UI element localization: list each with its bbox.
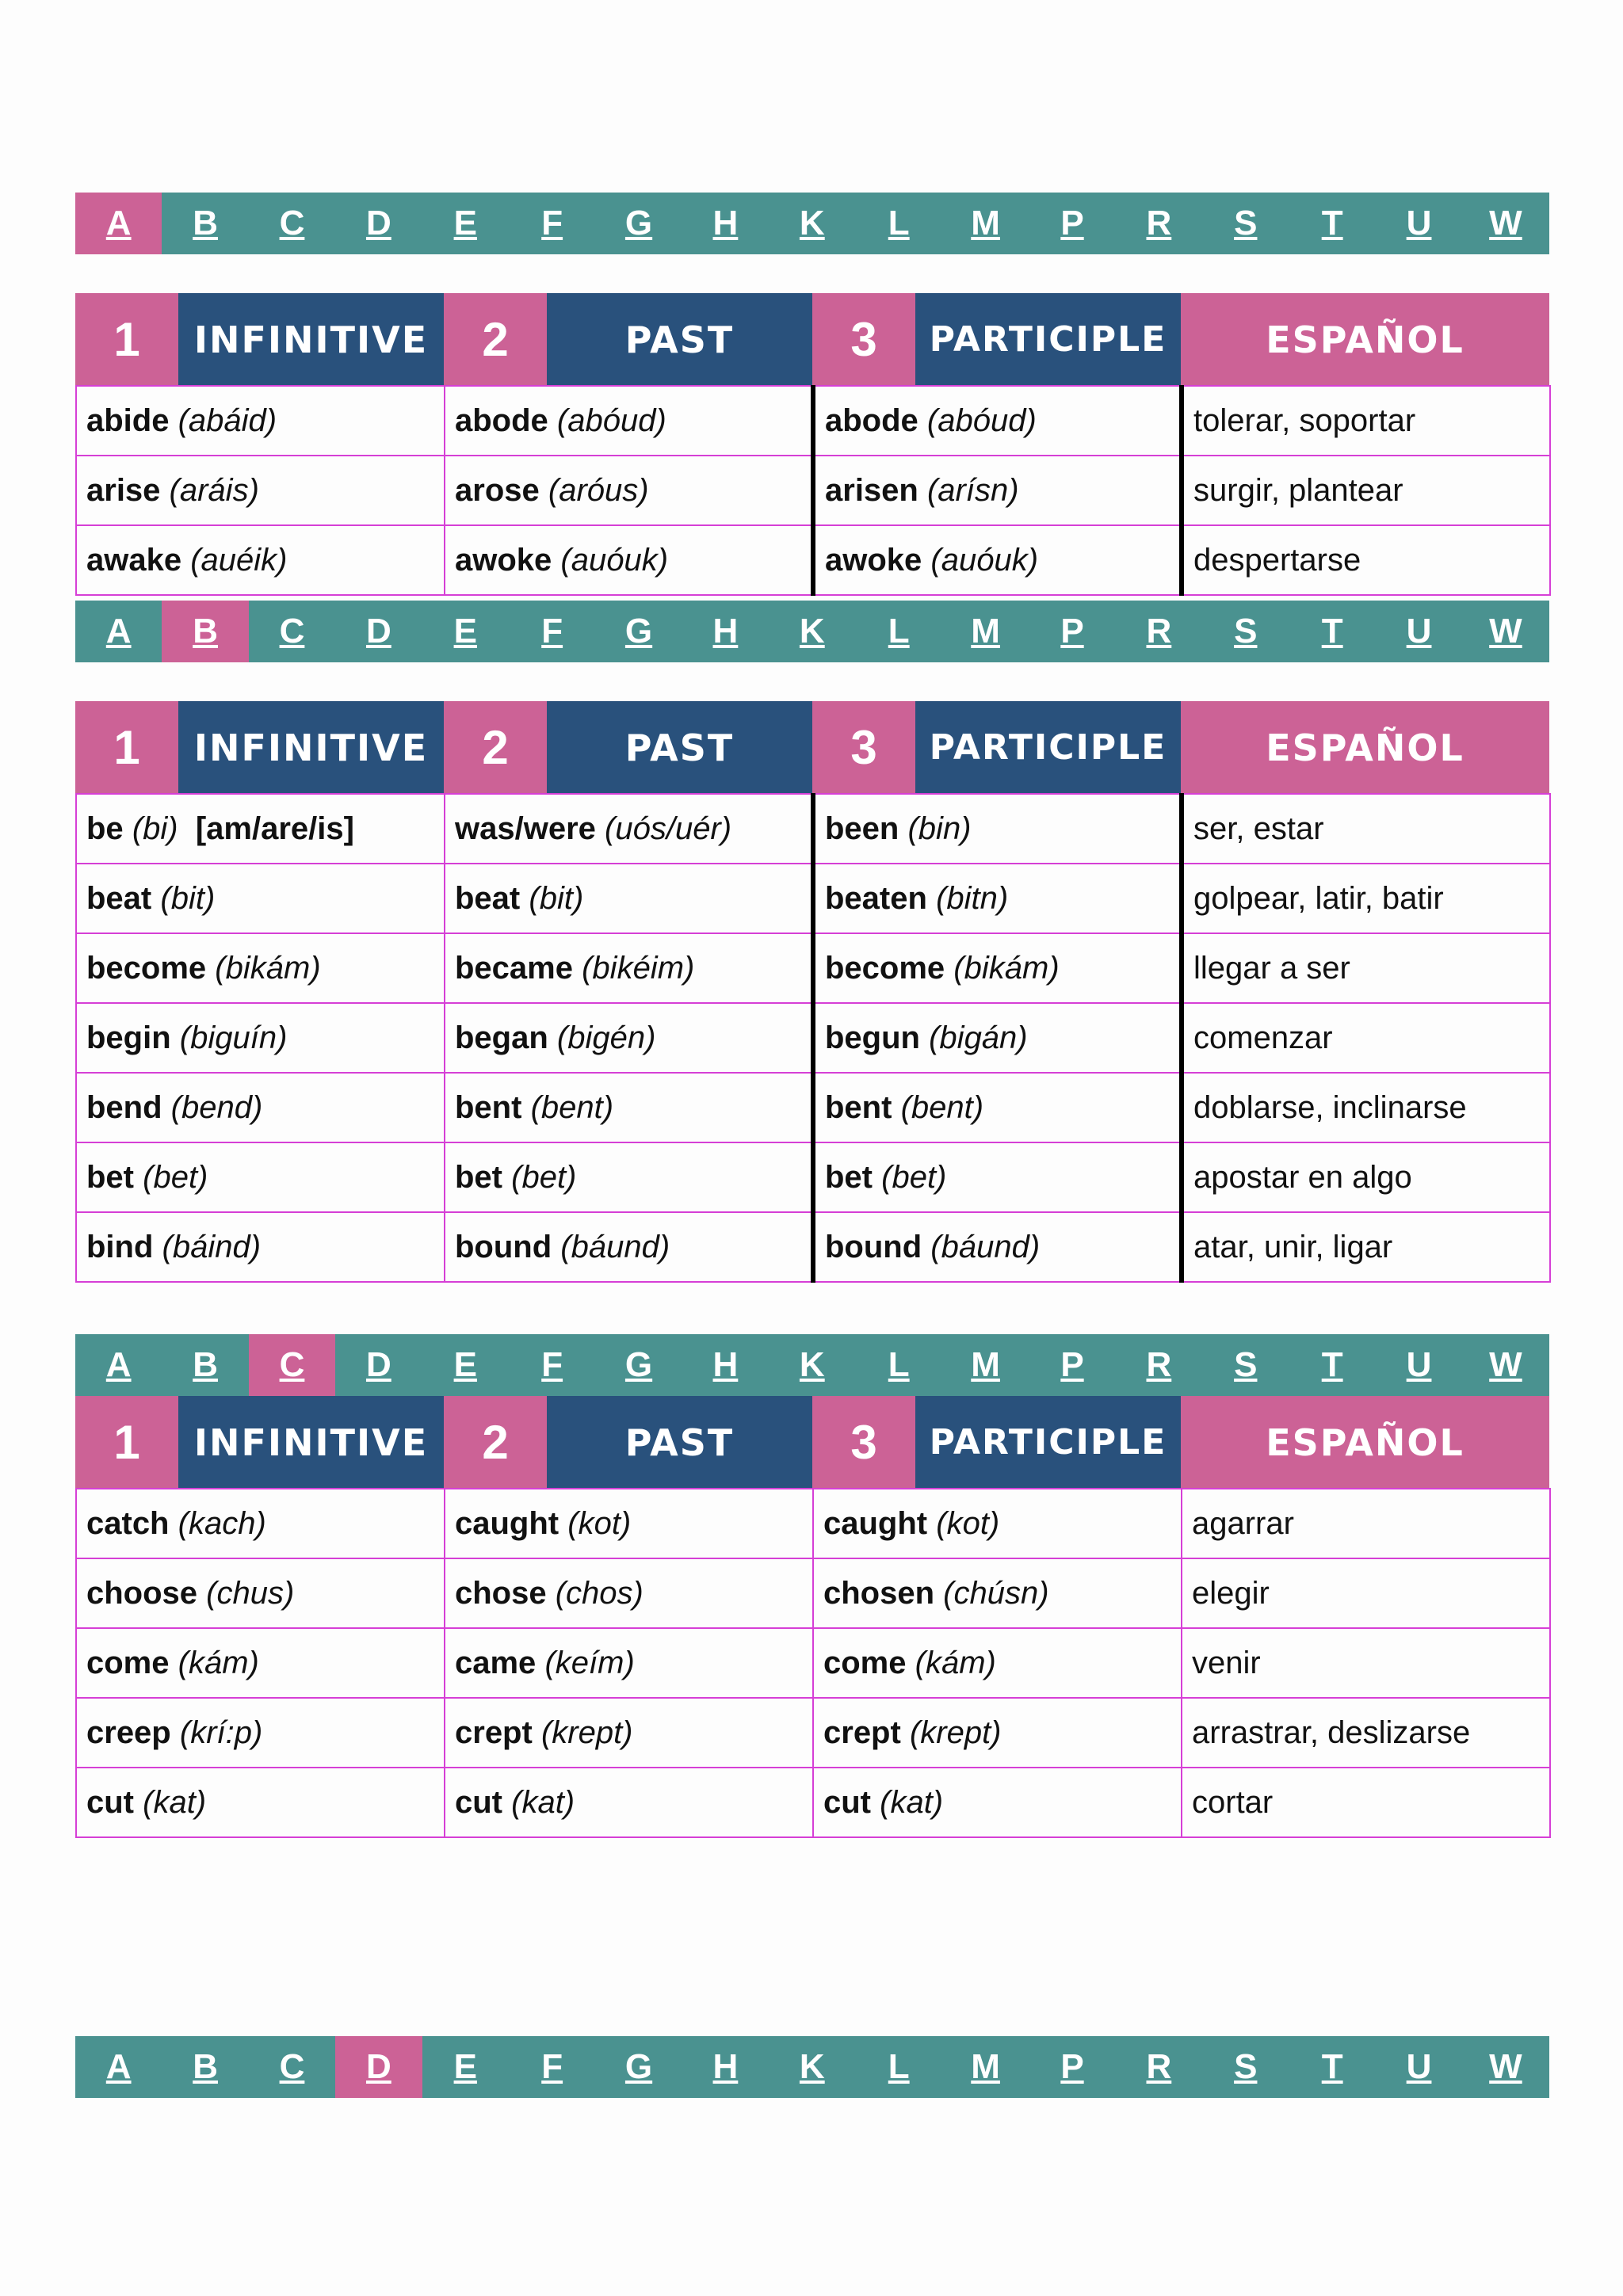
verb-cell bbox=[1182, 1628, 1550, 1698]
verb-cell bbox=[76, 525, 445, 595]
verb-cell bbox=[76, 864, 445, 933]
verb-cell bbox=[445, 1142, 813, 1212]
verb-cell bbox=[76, 1212, 445, 1282]
letter-link-a[interactable]: A bbox=[75, 193, 162, 254]
pronunciation: (bigán) bbox=[929, 1020, 1028, 1055]
letter-link-g[interactable]: G bbox=[624, 612, 653, 650]
letter-link-k[interactable]: K bbox=[799, 204, 825, 242]
verb-form: crept bbox=[455, 1714, 533, 1750]
verb-form: abide bbox=[86, 402, 170, 438]
verb-cell bbox=[1182, 794, 1550, 864]
letter-link-w[interactable]: W bbox=[1489, 204, 1522, 242]
verb-form: beat bbox=[455, 880, 521, 916]
verb-cell bbox=[1182, 1558, 1550, 1628]
verb-cell bbox=[76, 1073, 445, 1142]
letter-link-t[interactable]: T bbox=[1321, 204, 1343, 242]
column-number-3: 3 bbox=[812, 1396, 915, 1489]
verb-form: cut bbox=[823, 1784, 871, 1820]
verb-form: began bbox=[455, 1020, 548, 1055]
verb-cell bbox=[813, 456, 1182, 525]
translation: elegir bbox=[1192, 1575, 1270, 1611]
table-row bbox=[76, 1003, 1550, 1073]
verb-cell bbox=[445, 456, 813, 525]
letter-link-w[interactable]: W bbox=[1489, 1345, 1522, 1384]
verb-cell bbox=[1182, 933, 1550, 1003]
verb-cell bbox=[813, 1698, 1182, 1768]
translation: doblarse, inclinarse bbox=[1193, 1089, 1467, 1125]
pronunciation: (arísn) bbox=[926, 472, 1019, 508]
pronunciation: (uós/uér) bbox=[605, 810, 732, 846]
pronunciation: (kat) bbox=[511, 1784, 575, 1820]
participle-heading: PARTICIPLE bbox=[915, 1396, 1181, 1489]
verb-cell bbox=[1182, 1003, 1550, 1073]
participle-heading: PARTICIPLE bbox=[915, 701, 1181, 794]
verb-form: come bbox=[823, 1645, 907, 1680]
letter-link-l[interactable]: L bbox=[888, 612, 910, 650]
column-number-3: 3 bbox=[812, 293, 915, 386]
translation: tolerar, soportar bbox=[1193, 402, 1416, 438]
letter-link-k[interactable]: K bbox=[799, 612, 825, 650]
pronunciation: (kach) bbox=[178, 1505, 266, 1541]
translation: apostar en algo bbox=[1193, 1159, 1412, 1195]
verb-form: choose bbox=[86, 1575, 198, 1611]
letter-link-h[interactable]: H bbox=[712, 1345, 739, 1384]
table-row bbox=[76, 386, 1550, 456]
verb-form: arisen bbox=[825, 472, 918, 508]
verb-cell bbox=[813, 864, 1182, 933]
verb-form: became bbox=[455, 950, 573, 986]
table-row bbox=[76, 1142, 1550, 1212]
verb-form: begun bbox=[825, 1020, 920, 1055]
verb-form: arose bbox=[455, 472, 540, 508]
verb-cell bbox=[813, 1489, 1182, 1558]
letter-link-b[interactable]: B bbox=[193, 204, 218, 242]
verb-cell bbox=[813, 794, 1182, 864]
letter-link-m[interactable]: M bbox=[971, 204, 1000, 242]
alphabet-nav bbox=[75, 2036, 1549, 2098]
pronunciation: (bent) bbox=[530, 1089, 614, 1125]
pronunciation: (aráis) bbox=[169, 472, 259, 508]
table-header bbox=[75, 701, 1549, 794]
verb-cell bbox=[76, 1558, 445, 1628]
verb-cell bbox=[1182, 1073, 1550, 1142]
table-row bbox=[76, 794, 1550, 864]
pronunciation: (bin) bbox=[907, 810, 972, 846]
verb-form: came bbox=[455, 1645, 537, 1680]
letter-link-s[interactable]: S bbox=[1234, 2047, 1258, 2086]
pronunciation: (bet) bbox=[511, 1159, 577, 1195]
pronunciation: (bit) bbox=[529, 880, 584, 916]
letter-link-e[interactable]: E bbox=[453, 612, 477, 650]
pronunciation: (báind) bbox=[162, 1229, 262, 1264]
verb-cell bbox=[445, 1073, 813, 1142]
verb-cell bbox=[445, 1558, 813, 1628]
table-row bbox=[76, 1212, 1550, 1282]
translation: surgir, plantear bbox=[1193, 472, 1403, 508]
verb-cell bbox=[1182, 1489, 1550, 1558]
pronunciation: (abóud) bbox=[926, 402, 1037, 438]
alphabet-nav bbox=[75, 1334, 1549, 1396]
letter-link-u[interactable]: U bbox=[1406, 612, 1432, 650]
letter-link-f[interactable]: F bbox=[541, 204, 563, 242]
pronunciation: (keím) bbox=[544, 1645, 635, 1680]
column-number-1: 1 bbox=[75, 1396, 178, 1489]
letter-link-w[interactable]: W bbox=[1489, 2047, 1522, 2086]
espanol-heading: ESPAÑOL bbox=[1181, 701, 1549, 794]
verb-table bbox=[75, 385, 1551, 596]
pronunciation: (báund) bbox=[930, 1229, 1041, 1264]
letter-link-k[interactable]: K bbox=[799, 1345, 825, 1384]
espanol-heading: ESPAÑOL bbox=[1181, 293, 1549, 386]
verb-cell bbox=[1182, 525, 1550, 595]
letter-link-t[interactable]: T bbox=[1321, 1345, 1343, 1384]
letter-link-p[interactable]: P bbox=[1060, 204, 1084, 242]
letter-link-g[interactable]: G bbox=[624, 1345, 653, 1384]
column-number-2: 2 bbox=[444, 293, 547, 386]
verb-cell bbox=[445, 1698, 813, 1768]
pronunciation: (chúsn) bbox=[943, 1575, 1049, 1611]
table-row bbox=[76, 525, 1550, 595]
pronunciation: (kám) bbox=[178, 1645, 259, 1680]
letter-link-a[interactable]: A bbox=[105, 2047, 132, 2086]
table-row bbox=[76, 456, 1550, 525]
verb-cell bbox=[445, 1212, 813, 1282]
table-header bbox=[75, 293, 1549, 386]
pronunciation: (auéik) bbox=[190, 542, 288, 578]
verb-form: be bbox=[86, 810, 124, 846]
verb-cell bbox=[76, 794, 445, 864]
pronunciation: (krept) bbox=[540, 1714, 633, 1750]
verb-form: beaten bbox=[825, 880, 927, 916]
verb-form: begin bbox=[86, 1020, 171, 1055]
alphabet-nav bbox=[75, 601, 1549, 662]
letter-link-f[interactable]: F bbox=[541, 1345, 563, 1384]
pronunciation: (bit) bbox=[160, 880, 216, 916]
verb-form: awoke bbox=[455, 542, 552, 578]
verb-form: crept bbox=[823, 1714, 901, 1750]
translation: golpear, latir, batir bbox=[1193, 880, 1444, 916]
translation: cortar bbox=[1192, 1784, 1274, 1820]
letter-link-p[interactable]: P bbox=[1060, 2047, 1084, 2086]
letter-link-m[interactable]: M bbox=[971, 612, 1000, 650]
verb-cell bbox=[813, 386, 1182, 456]
letter-link-l[interactable]: L bbox=[888, 2047, 910, 2086]
pronunciation: (kám) bbox=[915, 1645, 996, 1680]
verb-cell bbox=[445, 525, 813, 595]
letter-link-u[interactable]: U bbox=[1406, 1345, 1432, 1384]
verb-form: cut bbox=[455, 1784, 502, 1820]
column-number-1: 1 bbox=[75, 701, 178, 794]
letter-link-f[interactable]: F bbox=[541, 612, 563, 650]
pronunciation: (kot) bbox=[936, 1505, 1000, 1541]
verb-forms-extra: [am/are/is] bbox=[195, 810, 354, 846]
verb-cell bbox=[813, 1003, 1182, 1073]
letter-link-h[interactable]: H bbox=[712, 2047, 739, 2086]
verb-cell bbox=[445, 864, 813, 933]
letter-link-g[interactable]: G bbox=[624, 2047, 653, 2086]
pronunciation: (bent) bbox=[900, 1089, 984, 1125]
pronunciation: (bikám) bbox=[953, 950, 1060, 986]
verb-form: chose bbox=[455, 1575, 547, 1611]
verb-cell bbox=[445, 794, 813, 864]
translation: comenzar bbox=[1193, 1020, 1333, 1055]
verb-cell bbox=[76, 933, 445, 1003]
letter-link-a[interactable]: A bbox=[105, 1345, 132, 1384]
verb-cell bbox=[813, 933, 1182, 1003]
table-row bbox=[76, 1698, 1550, 1768]
verb-table bbox=[75, 1488, 1551, 1838]
verb-cell bbox=[76, 1489, 445, 1558]
verb-form: cut bbox=[86, 1784, 134, 1820]
infinitive-heading: INFINITIVE bbox=[178, 293, 444, 386]
verb-cell bbox=[445, 933, 813, 1003]
infinitive-heading: INFINITIVE bbox=[178, 701, 444, 794]
pronunciation: (kot) bbox=[567, 1505, 632, 1541]
verb-cell bbox=[76, 386, 445, 456]
verb-cell bbox=[76, 1768, 445, 1837]
past-heading: PAST bbox=[547, 701, 812, 794]
letter-link-l[interactable]: L bbox=[888, 1345, 910, 1384]
verb-cell bbox=[1182, 1698, 1550, 1768]
verb-cell bbox=[76, 456, 445, 525]
verb-cell bbox=[813, 1142, 1182, 1212]
translation: despertarse bbox=[1193, 542, 1361, 578]
verb-cell bbox=[445, 1003, 813, 1073]
verb-cell bbox=[813, 525, 1182, 595]
pronunciation: (auóuk) bbox=[930, 542, 1039, 578]
pronunciation: (bet) bbox=[143, 1159, 208, 1195]
column-number-2: 2 bbox=[444, 1396, 547, 1489]
pronunciation: (krept) bbox=[909, 1714, 1002, 1750]
pronunciation: (auóuk) bbox=[560, 542, 669, 578]
pronunciation: (bet) bbox=[881, 1159, 947, 1195]
alphabet-nav bbox=[75, 193, 1549, 254]
translation: ser, estar bbox=[1193, 810, 1324, 846]
infinitive-heading: INFINITIVE bbox=[178, 1396, 444, 1489]
letter-link-d[interactable]: D bbox=[365, 612, 391, 650]
participle-heading: PARTICIPLE bbox=[915, 293, 1181, 386]
letter-link-c[interactable]: C bbox=[279, 612, 305, 650]
letter-link-r[interactable]: R bbox=[1146, 1345, 1172, 1384]
letter-link-a[interactable]: A bbox=[105, 612, 132, 650]
verb-form: awoke bbox=[825, 542, 922, 578]
translation: venir bbox=[1192, 1645, 1261, 1680]
table-row bbox=[76, 933, 1550, 1003]
table-row bbox=[76, 864, 1550, 933]
letter-link-s[interactable]: S bbox=[1234, 204, 1258, 242]
pronunciation: (aróus) bbox=[548, 472, 649, 508]
verb-cell bbox=[76, 1142, 445, 1212]
pronunciation: (chus) bbox=[206, 1575, 295, 1611]
letter-link-u[interactable]: U bbox=[1406, 2047, 1432, 2086]
pronunciation: (abáid) bbox=[178, 402, 277, 438]
table-row bbox=[76, 1489, 1550, 1558]
pronunciation: (chos) bbox=[555, 1575, 643, 1611]
verb-cell bbox=[1182, 1142, 1550, 1212]
letter-link-r[interactable]: R bbox=[1146, 204, 1172, 242]
verb-form: bet bbox=[86, 1159, 134, 1195]
table-row bbox=[76, 1073, 1550, 1142]
verb-cell bbox=[813, 1212, 1182, 1282]
verb-cell bbox=[813, 1628, 1182, 1698]
verb-form: bent bbox=[455, 1089, 522, 1125]
verb-cell bbox=[445, 1628, 813, 1698]
verb-form: awake bbox=[86, 542, 182, 578]
verb-form: bind bbox=[86, 1229, 154, 1264]
letter-link-c[interactable]: C bbox=[249, 1334, 335, 1396]
pronunciation: (bitn) bbox=[936, 880, 1009, 916]
verb-form: bent bbox=[825, 1089, 892, 1125]
verb-form: abode bbox=[825, 402, 918, 438]
letter-link-g[interactable]: G bbox=[624, 204, 653, 242]
pronunciation: (bikéim) bbox=[582, 950, 695, 986]
translation: agarrar bbox=[1192, 1505, 1294, 1541]
letter-link-p[interactable]: P bbox=[1060, 1345, 1084, 1384]
letter-link-w[interactable]: W bbox=[1489, 612, 1522, 650]
pronunciation: (biguín) bbox=[179, 1020, 288, 1055]
letter-link-e[interactable]: E bbox=[453, 204, 477, 242]
verb-cell bbox=[76, 1628, 445, 1698]
verb-form: beat bbox=[86, 880, 152, 916]
letter-link-b[interactable]: B bbox=[193, 1345, 218, 1384]
letter-link-d[interactable]: D bbox=[335, 2036, 422, 2098]
past-heading: PAST bbox=[547, 1396, 812, 1489]
verb-form: become bbox=[86, 950, 207, 986]
verb-form: catch bbox=[86, 1505, 170, 1541]
letter-link-t[interactable]: T bbox=[1321, 2047, 1343, 2086]
pronunciation: (báund) bbox=[560, 1229, 670, 1264]
letter-link-d[interactable]: D bbox=[365, 1345, 391, 1384]
pronunciation: (kat) bbox=[143, 1784, 207, 1820]
pronunciation: (kat) bbox=[880, 1784, 944, 1820]
letter-link-h[interactable]: H bbox=[712, 612, 739, 650]
letter-link-u[interactable]: U bbox=[1406, 204, 1432, 242]
column-number-3: 3 bbox=[812, 701, 915, 794]
verb-cell bbox=[76, 1698, 445, 1768]
verb-cell bbox=[1182, 1212, 1550, 1282]
verb-cell bbox=[1182, 456, 1550, 525]
letter-link-m[interactable]: M bbox=[971, 2047, 1000, 2086]
letter-link-e[interactable]: E bbox=[453, 2047, 477, 2086]
translation: arrastrar, deslizarse bbox=[1192, 1714, 1471, 1750]
letter-link-c[interactable]: C bbox=[279, 2047, 305, 2086]
verb-table bbox=[75, 793, 1551, 1283]
verb-form: caught bbox=[823, 1505, 928, 1541]
verb-form: creep bbox=[86, 1714, 171, 1750]
pronunciation: (bi) bbox=[132, 810, 178, 846]
letter-link-l[interactable]: L bbox=[888, 204, 910, 242]
verb-form: caught bbox=[455, 1505, 559, 1541]
pronunciation: (krí:p) bbox=[179, 1714, 263, 1750]
letter-link-r[interactable]: R bbox=[1146, 612, 1172, 650]
verb-cell bbox=[1182, 864, 1550, 933]
verb-cell bbox=[813, 1073, 1182, 1142]
verb-form: come bbox=[86, 1645, 170, 1680]
verb-cell bbox=[76, 1003, 445, 1073]
letter-link-m[interactable]: M bbox=[971, 1345, 1000, 1384]
translation: llegar a ser bbox=[1193, 950, 1350, 986]
letter-link-b[interactable]: B bbox=[162, 601, 248, 662]
verb-form: was/were bbox=[455, 810, 596, 846]
verb-cell bbox=[445, 1768, 813, 1837]
pronunciation: (abóud) bbox=[556, 402, 666, 438]
verb-cell bbox=[813, 1558, 1182, 1628]
verb-form: bend bbox=[86, 1089, 162, 1125]
letter-link-t[interactable]: T bbox=[1321, 612, 1343, 650]
column-number-2: 2 bbox=[444, 701, 547, 794]
verb-form: become bbox=[825, 950, 945, 986]
pronunciation: (bigén) bbox=[556, 1020, 656, 1055]
verb-form: bound bbox=[455, 1229, 552, 1264]
verb-cell bbox=[1182, 1768, 1550, 1837]
letter-link-b[interactable]: B bbox=[193, 2047, 218, 2086]
letter-link-h[interactable]: H bbox=[712, 204, 739, 242]
letter-link-r[interactable]: R bbox=[1146, 2047, 1172, 2086]
verb-cell bbox=[445, 386, 813, 456]
verb-form: abode bbox=[455, 402, 548, 438]
verb-form: arise bbox=[86, 472, 161, 508]
verb-form: bound bbox=[825, 1229, 922, 1264]
letter-link-s[interactable]: S bbox=[1234, 612, 1258, 650]
table-row bbox=[76, 1628, 1550, 1698]
past-heading: PAST bbox=[547, 293, 812, 386]
verb-form: chosen bbox=[823, 1575, 935, 1611]
letter-link-c[interactable]: C bbox=[279, 204, 305, 242]
table-row bbox=[76, 1558, 1550, 1628]
table-row bbox=[76, 1768, 1550, 1837]
letter-link-d[interactable]: D bbox=[365, 204, 391, 242]
verb-form: bet bbox=[455, 1159, 502, 1195]
pronunciation: (bikám) bbox=[215, 950, 321, 986]
letter-link-s[interactable]: S bbox=[1234, 1345, 1258, 1384]
verb-cell bbox=[813, 1768, 1182, 1837]
letter-link-e[interactable]: E bbox=[453, 1345, 477, 1384]
translation: atar, unir, ligar bbox=[1193, 1229, 1393, 1264]
letter-link-p[interactable]: P bbox=[1060, 612, 1084, 650]
verb-form: been bbox=[825, 810, 899, 846]
letter-link-f[interactable]: F bbox=[541, 2047, 563, 2086]
verb-form: bet bbox=[825, 1159, 873, 1195]
pronunciation: (bend) bbox=[170, 1089, 263, 1125]
column-number-1: 1 bbox=[75, 293, 178, 386]
verb-cell bbox=[1182, 386, 1550, 456]
espanol-heading: ESPAÑOL bbox=[1181, 1396, 1549, 1489]
table-header bbox=[75, 1396, 1549, 1489]
letter-link-k[interactable]: K bbox=[799, 2047, 825, 2086]
verb-cell bbox=[445, 1489, 813, 1558]
